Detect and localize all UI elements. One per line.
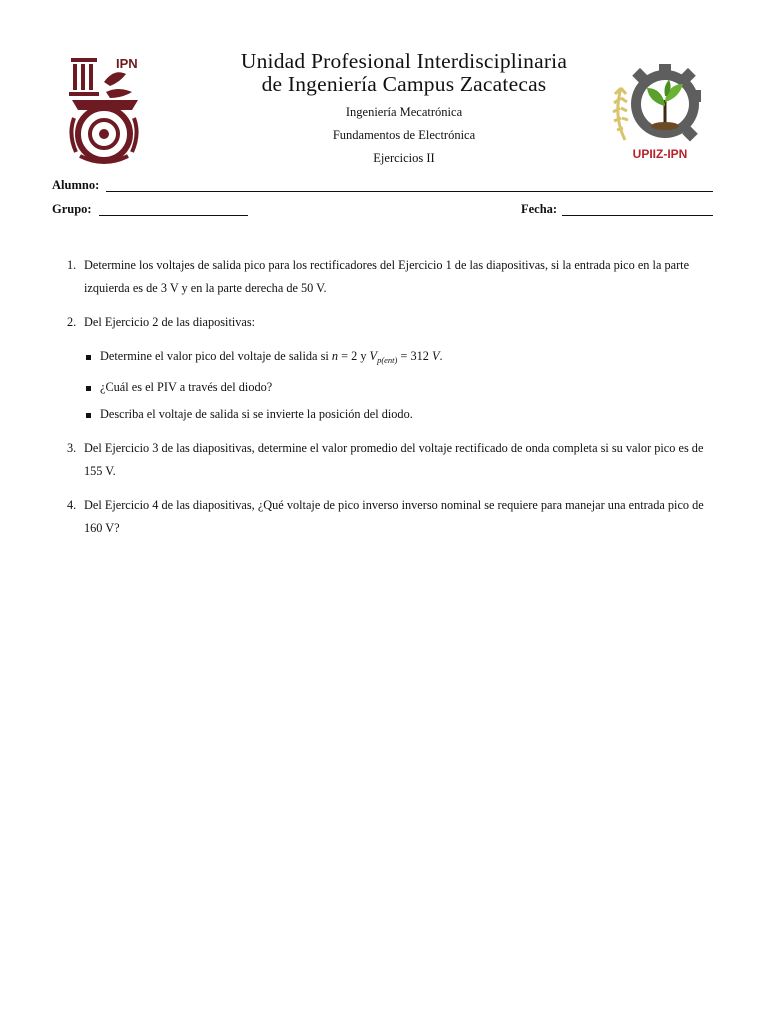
exercise-item-2: [52, 311, 717, 426]
alumno-blank-line[interactable]: [106, 191, 713, 192]
institution-title-block: [180, 50, 628, 170]
grupo-blank-line[interactable]: [99, 215, 248, 216]
fecha-field[interactable]: [521, 202, 713, 218]
fecha-label: Fecha:: [521, 202, 558, 216]
grupo-label: Grupo:: [52, 202, 92, 216]
exercise-item-4: [52, 494, 717, 540]
fecha-blank-line[interactable]: [562, 215, 713, 216]
alumno-label: Alumno:: [52, 178, 100, 192]
exercise-number: 4.: [67, 498, 77, 512]
exercise-number: 2.: [67, 315, 77, 329]
worksheet-title: Ejercicios II: [373, 151, 435, 165]
institution-name-line1: Unidad Profesional Interdisciplinaria: [240, 49, 568, 73]
exercise-2-sublist: [70, 345, 717, 426]
exercise-item-1: [52, 254, 717, 300]
exercise-text: Del Ejercicio 4 de las diapositivas, ¿Qué voltaje de pico inverso inverso nominal se requiere para manejar una entrada pico de 160 V?: [84, 498, 704, 535]
upiiz-ipn-logo: [607, 60, 713, 164]
square-bullet-icon: [86, 413, 91, 418]
document-header: [0, 0, 768, 175]
svg-text:IPN: IPN: [116, 56, 138, 71]
institution-name-line2: de Ingeniería Campus Zacatecas: [261, 72, 547, 96]
svg-text:UPIIZ-IPN: UPIIZ-IPN: [632, 147, 688, 161]
sublist-item: ¿Cuál es el PIV a través del diodo?: [70, 376, 717, 399]
sublist-item: Determine el valor pico del voltaje de salida si n = 2 y $V_{p(ent)} = 312$ V.: [70, 345, 717, 372]
exercise-number: 1.: [67, 258, 77, 272]
program-name: Ingeniería Mecatrónica: [345, 105, 463, 119]
sublist-item: Describa el voltaje de salida si se invierte la posición del diodo.: [70, 403, 717, 426]
exercise-text: Del Ejercicio 2 de las diapositivas:: [84, 315, 256, 329]
grupo-field[interactable]: [52, 202, 248, 218]
exercise-list: [52, 254, 717, 551]
course-name: Fundamentos de Electrónica: [332, 128, 476, 142]
exercise-item-3: [52, 437, 717, 483]
exercise-text: Determine los voltajes de salida pico para los rectificadores del Ejercicio 1 de las diapositivas, si la entrada pico en la parte izquierda es de 3 V y en la parte derecha de 50 V.: [84, 258, 690, 295]
exercise-text: Del Ejercicio 3 de las diapositivas, determine el valor promedio del voltaje rectificado de onda completa si su valor pico es de 155 V.: [84, 441, 704, 478]
exercise-number: 3.: [67, 441, 77, 455]
square-bullet-icon: [86, 386, 91, 391]
square-bullet-icon: [86, 355, 91, 360]
alumno-field[interactable]: [52, 178, 713, 194]
ipn-logo: [66, 52, 142, 168]
